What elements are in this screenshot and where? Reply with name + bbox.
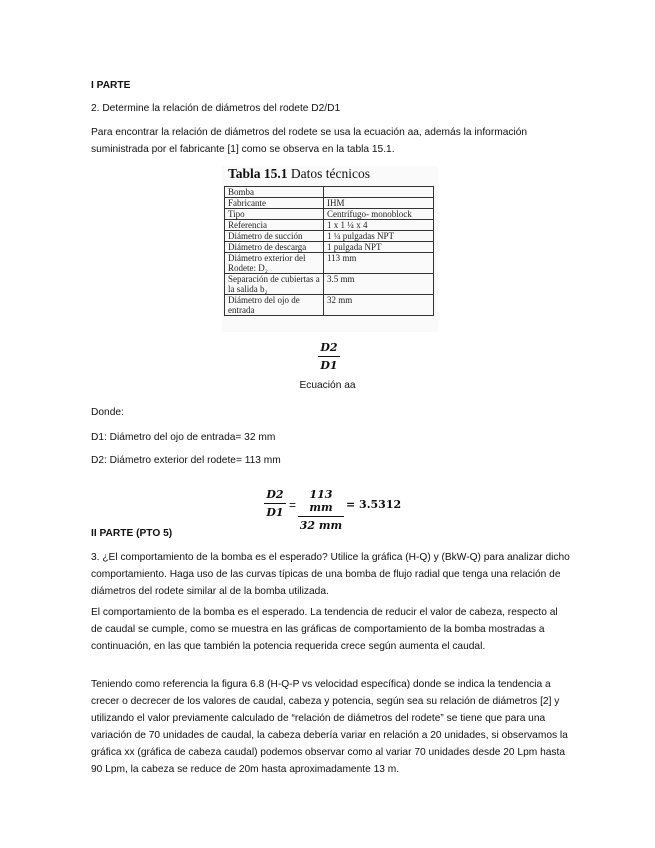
table-key-cell: Referencia: [225, 220, 324, 231]
table-key-cell: Diámetro del ojo de entrada: [225, 295, 324, 316]
table-value-cell: 1 ¼ pulgadas NPT: [324, 231, 434, 242]
table-value-cell: [324, 187, 434, 198]
data-table: [224, 186, 434, 316]
table-row: [225, 209, 434, 220]
table-row: [225, 242, 434, 253]
table-value-cell: Centrífugo- monoblock: [324, 209, 434, 220]
donde-label: Donde:: [91, 407, 124, 418]
table-row: [225, 274, 434, 295]
table-row: [225, 220, 434, 231]
d1-definition: D1: Diámetro del ojo de entrada= 32 mm: [91, 432, 276, 443]
d2-definition: D2: Diámetro exterior del rodete= 113 mm: [91, 455, 281, 466]
table-value-cell: 32 mm: [324, 295, 434, 316]
table-key-cell: Diámetro exterior del Rodete: D₂: [225, 253, 324, 274]
answer-paragraph-2: Teniendo como referencia la figura 6.8 (H-Q-P vs velocidad específica) donde se indica la tendencia a crecer o decrecer de los valores de caudal, cabeza y potencia, según sea su relación de diámetros [2] y utilizando el valor previamente calculado de “relación de diámetros del rodete” se tiene que para una variación de 70 unidades de caudal, la cabeza debería variar en relación a 20 unidades, si observamos la gráfica xx (gráfica de cabeza caudal) podemos observar como al variar 70 unidades desde 20 Lpm hasta 90 Lpm, la cabeza se reduce de 20m hasta aproximadamente 13 m.: [91, 679, 568, 775]
table-key-cell: Separación de cubiertas a la salida b₂: [225, 274, 324, 295]
equation-ratio: D2 D1: [318, 341, 340, 372]
part1-heading: I PARTE: [91, 80, 131, 91]
table-value-cell: 1 pulgada NPT: [324, 242, 434, 253]
table-row: [225, 187, 434, 198]
table-key-cell: Diámetro de succión: [225, 231, 324, 242]
question-3: 3. ¿El comportamiento de la bomba es el esperado? Utilice la gráfica (H-Q) y (BkW-Q) para analizar dicho comportamiento. Haga uso de las curvas típicas de una bomba de flujo radial que tenga una relación de diámetros del rodete similar al de la bomba utilizada.: [91, 552, 570, 597]
table-key-cell: Tipo: [225, 209, 324, 220]
table-key-cell: Bomba: [225, 187, 324, 198]
equation-result: D2 D1 = 113 mm 32 mm = 3.5312: [264, 488, 404, 524]
table-key-cell: Diámetro de descarga: [225, 242, 324, 253]
table-title: Tabla 15.1 Datos técnicos: [228, 166, 371, 181]
part2-heading: II PARTE (PTO 5): [91, 528, 173, 539]
table-key-cell: Fabricante: [225, 198, 324, 209]
table-value-cell: 1 x 1 ¼ x 4: [324, 220, 434, 231]
table-row: [225, 295, 434, 316]
table-row: [225, 198, 434, 209]
table-row: [225, 231, 434, 242]
question-2: 2. Determine la relación de diámetros del rodete D2/D1: [91, 103, 341, 114]
intro-paragraph: Para encontrar la relación de diámetros del rodete se usa la ecuación aa, además la información suministrada por el fabricante [1] como se observa en la tabla 15.1.: [91, 127, 528, 155]
table-value-cell: IHM: [324, 198, 434, 209]
table-value-cell: 113 mm: [324, 253, 434, 274]
technical-data-table: [222, 166, 438, 332]
table-row: [225, 253, 434, 274]
table-value-cell: 3.5 mm: [324, 274, 434, 295]
equation-label: Ecuación aa: [299, 380, 356, 391]
answer-paragraph-1: El comportamiento de la bomba es el esperado. La tendencia de reducir el valor de cabeza, respecto al de caudal se cumple, como se muestra en las gráficas de comportamiento de la bomba mostradas a continuación, en las que también la potencia requerida crece según aumenta el caudal.: [91, 607, 558, 652]
